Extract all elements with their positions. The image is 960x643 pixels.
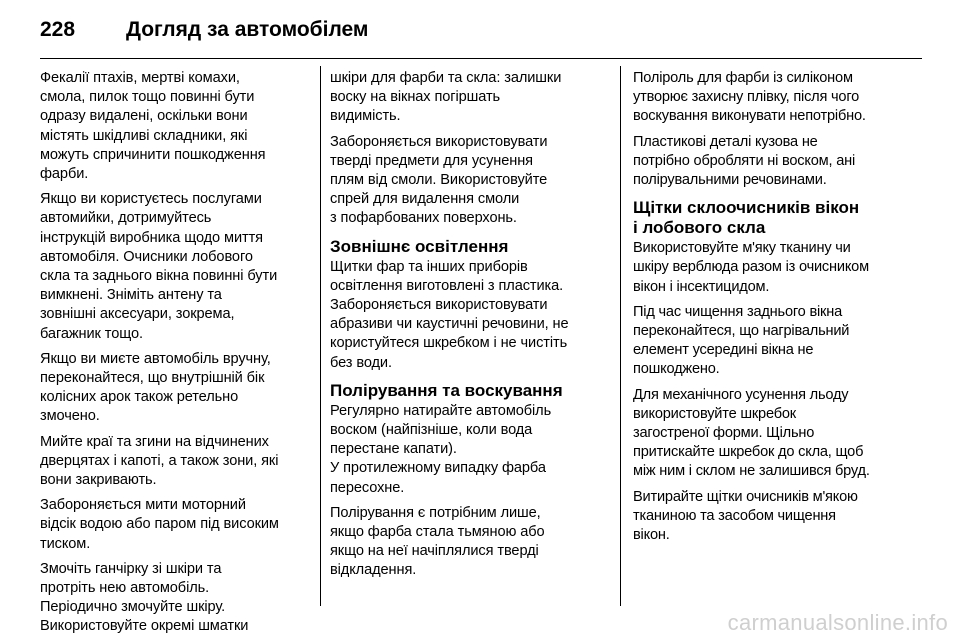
paragraph: Щитки фар та інших приборів освітлення виготовлені з пластика. Забороняється використовувати абразиви чи каустичні речовини, не користуйтеся шкребком і не чистіть без води. bbox=[330, 258, 569, 371]
page-number: 228 bbox=[40, 18, 76, 41]
section-heading-wiper-blades: Щітки склоочисників вікон і лобового скла bbox=[633, 198, 860, 238]
header-rule bbox=[40, 58, 922, 59]
section-heading-polishing-waxing: Полірування та воскування bbox=[330, 380, 563, 400]
paragraph: Полірування є потрібним лише, якщо фарба стала тьмяною або якщо на неї начіплялися тверді відкладення. bbox=[330, 504, 545, 579]
column-divider bbox=[620, 66, 621, 606]
paragraph: шкіри для фарби та скла: залишки воску на вікнах погіршать видимість. bbox=[330, 70, 562, 125]
paragraph: Якщо ви користуєтесь послугами автомийки, дотримуйтесь інструкцій виробника щодо миття автомобіля. Очисники лобового скла та заднього вікна повинні бути вимкнені. Зніміть антену та зовнішні аксесуари, зокрема, багажник тощо. bbox=[40, 191, 278, 342]
paragraph: Поліроль для фарби із силіконом утворює захисну плівку, після чого воскування виконувати непотрібно. bbox=[633, 70, 866, 125]
paragraph: Витирайте щітки очисників м'якою тканиною та засобом чищення вікон. bbox=[633, 488, 858, 544]
paragraph: Забороняється використовувати тверді предмети для усунення плям від смоли. Використовуйте спрей для видалення смоли з пофарбованих поверхонь. bbox=[330, 133, 548, 227]
text-column-1 bbox=[40, 69, 315, 643]
page-header bbox=[40, 18, 368, 48]
paragraph: Забороняється мити моторний відсік водою або паром під високим тиском. bbox=[40, 497, 279, 552]
text-column-2 bbox=[330, 69, 605, 587]
paragraph: Якщо ви миєте автомобіль вручну, переконайтеся, що внутрішній бік колісних арок також ретельно змочено. bbox=[40, 350, 271, 425]
text-column-3 bbox=[633, 69, 929, 551]
paragraph: Змочіть ганчірку зі шкіри та протріть нею автомобіль. Періодично змочуйте шкіру. Використовуйте окремі шматки bbox=[40, 560, 249, 635]
paragraph: Фекалії птахів, мертві комахи, смола, пилок тощо повинні бути одразу видалені, оскільки вони містять шкідливі складники, які можуть спричинити пошкодження фарби. bbox=[40, 70, 266, 183]
paragraph: Для механічного усунення льоду використовуйте шкребок загостреної форми. Щільно притискайте шкребок до скла, щоб між ним і склом не залишився бруд. bbox=[633, 386, 870, 480]
page-title: Догляд за автомобілем bbox=[126, 18, 369, 41]
watermark: carmanualsonline.info bbox=[727, 610, 948, 635]
paragraph: Використовуйте м'яку тканину чи шкіру верблюда разом із очисником вікон і інсектицидом. bbox=[633, 240, 869, 295]
paragraph: Мийте краї та згини на відчинених дверцятах і капоті, а також зони, які вони закривають. bbox=[40, 433, 279, 489]
section-heading-exterior-lighting: Зовнішнє освітлення bbox=[330, 236, 509, 256]
paragraph: Пластикові деталі кузова не потрібно обробляти ні воском, ані полірувальними речовинами. bbox=[633, 133, 856, 189]
paragraph: Під час чищення заднього вікна переконайтеся, що нагрівальний елемент усередині вікна не пошкоджено. bbox=[633, 303, 850, 378]
paragraph: Регулярно натирайте автомобіль воском (найпізніше, коли вода перестане капати). У протилежному випадку фарба пересохне. bbox=[330, 402, 552, 496]
column-divider bbox=[320, 66, 321, 606]
